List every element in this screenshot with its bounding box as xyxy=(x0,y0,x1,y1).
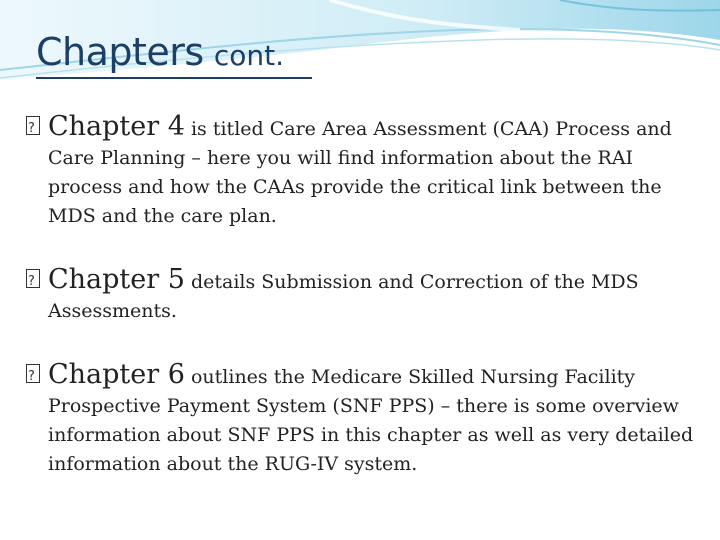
bullet-item-chapter-6 xyxy=(26,360,696,479)
chapter-description: is titled Care Area Assessment (CAA) Process and Care Planning – here you will find information about the RAI process and how the CAAs provide the critical link between the MDS and the care plan. xyxy=(48,118,672,227)
chapter-heading: Chapter 5 xyxy=(48,264,185,295)
chapter-heading: Chapter 4 xyxy=(48,111,185,142)
bullet-glyph-icon xyxy=(26,269,40,288)
title-main: Chapters xyxy=(36,30,204,74)
title-sub: cont. xyxy=(213,39,285,72)
bullet-glyph-icon xyxy=(26,364,40,383)
bullet-item-chapter-5 xyxy=(26,265,696,326)
title-underline xyxy=(36,77,312,79)
bullet-item-chapter-4 xyxy=(26,112,696,231)
bullet-glyph-icon xyxy=(26,116,40,135)
bullet-list xyxy=(26,112,696,513)
chapter-description: details Submission and Correction of the MDS Assessments. xyxy=(48,271,639,322)
chapter-description: outlines the Medicare Skilled Nursing Facility Prospective Payment System (SNF PPS) – there is some overview information about SNF PPS in this chapter as well as very detailed information about the RUG-IV system. xyxy=(48,366,694,475)
slide-title xyxy=(36,30,284,74)
chapter-heading: Chapter 6 xyxy=(48,359,185,390)
